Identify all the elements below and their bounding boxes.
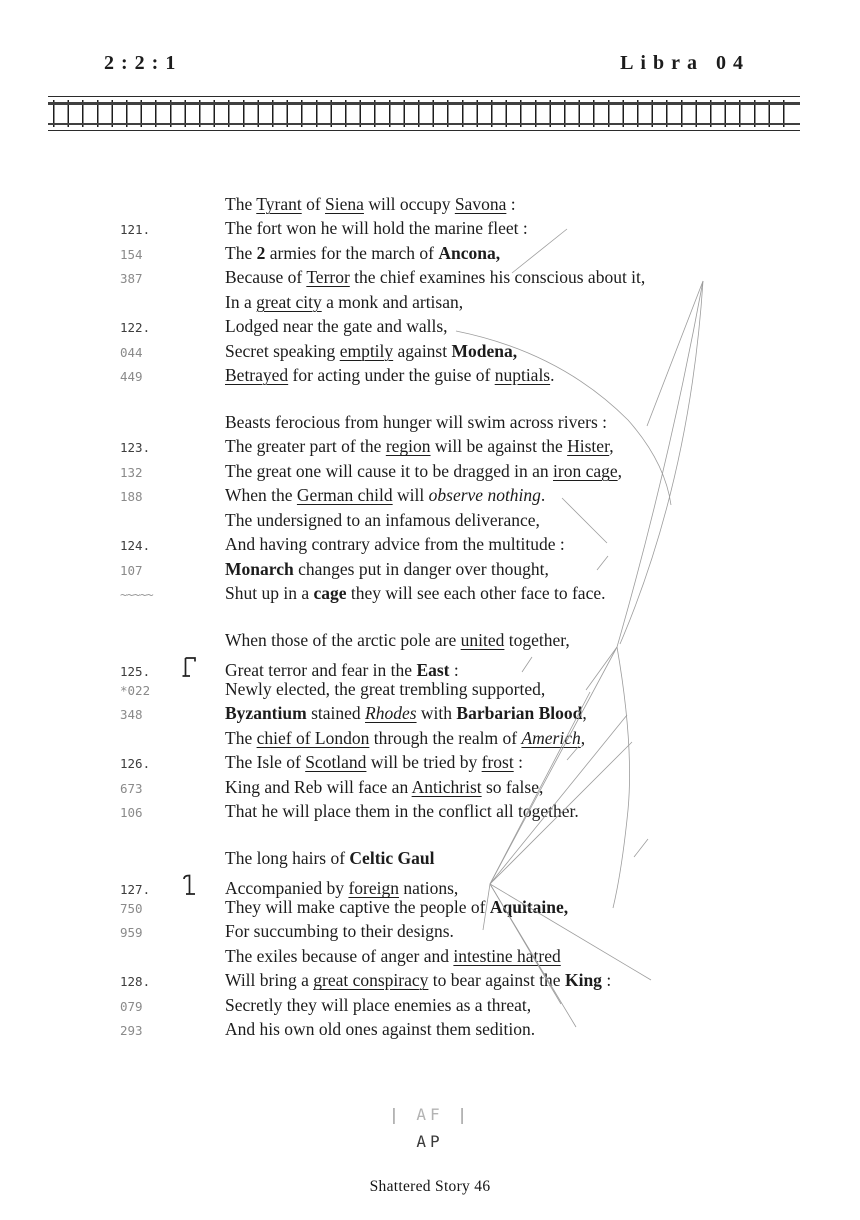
margin-code: 154: [120, 246, 143, 262]
margin-cell: [120, 897, 182, 921]
verse-emphasis: Barbarian Blood: [456, 703, 583, 724]
margin-quatrain-number: 125.: [120, 664, 151, 680]
verse-text: And having contrary advice from the multitude :: [225, 534, 565, 555]
verse-text: stained: [306, 703, 366, 724]
margin-code: 079: [120, 998, 143, 1014]
verse-row: [0, 290, 860, 314]
verse-text: Great terror and fear in the: [225, 660, 417, 681]
verse-text: The fort won he will hold the marine fleet :: [225, 218, 528, 239]
verse-emphasis: frost: [481, 752, 514, 773]
margin-cell: [120, 316, 182, 340]
margin-code: 673: [120, 780, 143, 796]
railroad-rail-top: [48, 102, 800, 105]
verse-row: [0, 799, 860, 823]
verse-row: [0, 216, 860, 240]
quatrain-pair: [0, 410, 860, 606]
verse-text: The: [225, 242, 257, 263]
verse-row: [0, 1017, 860, 1041]
margin-cell: [120, 365, 182, 389]
verse-row: [0, 846, 860, 870]
footer-pipe-right: |: [457, 1105, 471, 1124]
verse-row: [0, 459, 860, 483]
verse-text: Secret speaking: [225, 340, 340, 361]
margin-cell: [120, 243, 182, 267]
verse-row: [0, 775, 860, 799]
verse-emphasis: emptily: [339, 340, 394, 361]
verse-text: Secretly they will place enemies as a threat,: [225, 994, 532, 1015]
margin-cell: [120, 995, 182, 1019]
verse-row: [0, 968, 860, 992]
verse-emphasis: King: [564, 970, 602, 991]
verse-row: [0, 557, 860, 581]
verse-text: The: [225, 727, 257, 748]
verse-emphasis: German child: [296, 485, 393, 506]
verse-emphasis: Modena,: [451, 340, 518, 361]
verse-emphasis: 2: [256, 242, 266, 263]
margin-quatrain-number: 123.: [120, 440, 151, 456]
verse-text: The great one will cause it to be dragged in an: [225, 460, 554, 481]
verse-emphasis: united: [460, 630, 505, 650]
margin-cell: [120, 921, 182, 945]
verse-line: [225, 508, 540, 532]
margin-cell: [120, 801, 182, 825]
verse-text: The: [225, 194, 257, 214]
verse-row: [0, 483, 860, 507]
verse-text: for acting under the guise of: [288, 365, 495, 386]
margin-quatrain-number: 126.: [120, 756, 151, 772]
verse-text: The exiles because of anger and: [225, 945, 454, 966]
footer-ap-label: AP: [416, 1132, 444, 1151]
margin-code: 348: [120, 707, 143, 723]
verse-line: [225, 265, 645, 289]
verse-text: through the realm of: [369, 727, 522, 748]
margin-code: 750: [120, 900, 143, 916]
verse-row: [0, 701, 860, 725]
margin-cell: [120, 341, 182, 365]
verse-text: Lodged near the gate and walls,: [225, 316, 448, 337]
verse-text: :: [601, 970, 612, 991]
verse-text: Because of: [225, 267, 307, 288]
verse-text: In a: [225, 291, 257, 312]
verse-line: [225, 532, 565, 556]
margin-cell: [120, 1019, 182, 1043]
verse-emphasis: region: [385, 436, 431, 457]
quatrain-pair: [0, 846, 860, 1042]
verse-line: [225, 993, 531, 1017]
verse-line: [225, 483, 545, 507]
verse-text: Shut up in a: [225, 583, 314, 604]
verse-line: [225, 944, 561, 968]
verse-text: :: [513, 752, 523, 773]
verse-blocks: [0, 192, 860, 1064]
verse-line: [225, 1017, 535, 1041]
verse-emphasis: iron cage: [553, 460, 618, 481]
margin-code: *022: [120, 682, 151, 698]
verse-emphasis: Celtic Gaul: [349, 848, 435, 868]
verse-row: [0, 652, 860, 681]
margin-code: 106: [120, 805, 143, 821]
margin-code: 293: [120, 1023, 143, 1039]
verse-text: Beasts ferocious from hunger will swim across rivers :: [225, 412, 608, 432]
verse-line: [225, 895, 568, 919]
verse-text: a monk and artisan,: [321, 291, 464, 312]
verse-text: will: [392, 485, 429, 506]
verse-row: [0, 628, 860, 652]
verse-line: [225, 775, 543, 799]
verse-line: [225, 557, 549, 581]
verse-line: [225, 628, 570, 652]
verse-text: nations,: [398, 878, 459, 899]
verse-text: ,: [580, 727, 586, 748]
verse-row: [0, 192, 860, 216]
verse-text: against: [393, 340, 452, 361]
margin-code: 449: [120, 369, 143, 385]
verse-text: armies for the march of: [265, 242, 439, 263]
margin-cell: [120, 267, 182, 291]
margin-code: 188: [120, 489, 143, 505]
verse-row: [0, 919, 860, 943]
verse-row: [0, 726, 860, 750]
margin-quatrain-number: 122.: [120, 320, 151, 336]
verse-emphasis: Monarch: [225, 558, 294, 579]
verse-row: [0, 677, 860, 701]
footer-caption: Shattered Story 46: [369, 1178, 491, 1195]
verse-text: .: [540, 485, 546, 506]
verse-emphasis: observe nothing: [428, 485, 541, 506]
verse-text: together,: [504, 630, 570, 650]
verse-text: ,: [617, 460, 623, 481]
verse-emphasis: Siena: [325, 194, 364, 214]
verse-emphasis: Americh: [521, 727, 581, 748]
verse-emphasis: Savona: [454, 194, 507, 214]
margin-cell: [120, 703, 182, 727]
footer-pipe-left: |: [389, 1105, 403, 1124]
verse-text: so false,: [481, 776, 544, 797]
verse-emphasis: Aquitaine,: [489, 896, 569, 917]
verse-emphasis: Tyrant: [256, 194, 302, 214]
margin-cell: [120, 679, 182, 703]
verse-text: will occupy: [363, 194, 455, 214]
margin-code: 044: [120, 344, 143, 360]
margin-cell: [120, 218, 182, 242]
margin-cell: [120, 559, 182, 583]
verse-text: King and Reb will face an: [225, 776, 412, 797]
verse-text: :: [506, 194, 516, 214]
verse-text: And his own old ones against them sedition.: [225, 1019, 536, 1040]
verse-emphasis: intestine hatred: [453, 945, 561, 966]
railroad-rail-bottom: [48, 123, 800, 126]
verse-text: That he will place them in the conflict all together.: [225, 801, 579, 822]
verse-line: [225, 410, 607, 434]
verse-emphasis: Antichrist: [411, 776, 482, 797]
margin-cell: [120, 970, 182, 994]
quatrain-pair: [0, 192, 860, 388]
verse-text: The Isle of: [225, 752, 306, 773]
verse-line: [225, 968, 611, 992]
verse-line: [225, 241, 500, 265]
header-section-title: Libra 04: [620, 52, 750, 74]
footer-af-line: [0, 1105, 860, 1124]
verse-line: [225, 290, 463, 314]
verse-text: will be against the: [430, 436, 568, 457]
verse-text: :: [449, 660, 459, 681]
verse-line: [225, 799, 579, 823]
verse-row: [0, 870, 860, 899]
verse-text: with: [416, 703, 457, 724]
verse-text: to bear against the: [428, 970, 565, 991]
verse-text: For succumbing to their designs.: [225, 921, 454, 942]
verse-text: Accompanied by: [225, 878, 349, 899]
verse-emphasis: great conspiracy: [313, 970, 429, 991]
page-header: [104, 52, 750, 75]
margin-quatrain-number: 127.: [120, 882, 151, 898]
verse-row: [0, 339, 860, 363]
margin-cell: [120, 752, 182, 776]
margin-code: 107: [120, 562, 143, 578]
verse-text: When those of the arctic pole are: [225, 630, 461, 650]
verse-text: ,: [609, 436, 614, 457]
verse-emphasis: Terror: [306, 267, 350, 288]
verse-line: [225, 434, 614, 458]
verse-emphasis: East: [416, 660, 450, 681]
verse-row: [0, 895, 860, 919]
verse-emphasis: Hister: [567, 436, 610, 457]
verse-row: [0, 265, 860, 289]
verse-line: [225, 314, 448, 338]
verse-emphasis: Betrayed: [225, 365, 289, 386]
margin-squiggle: ~~~~~: [120, 587, 153, 603]
margin-cell: [120, 777, 182, 801]
verse-text: Will bring a: [225, 970, 314, 991]
verse-text: The long hairs of: [225, 848, 350, 868]
verse-text: they will see each other face to face.: [346, 583, 606, 604]
verse-text: .: [550, 365, 555, 386]
verse-line: [225, 919, 454, 943]
quatrain-pair: [0, 628, 860, 824]
verse-row: [0, 434, 860, 458]
verse-line: [225, 339, 517, 363]
verse-row: [0, 532, 860, 556]
verse-row: [0, 363, 860, 387]
railroad-rule: [48, 96, 800, 131]
margin-cell: [120, 461, 182, 485]
verse-emphasis: cage: [313, 583, 347, 604]
header-chapter-ref: 2:2:1: [104, 52, 183, 74]
verse-emphasis: great city: [256, 291, 322, 312]
margin-cell: [120, 436, 182, 460]
verse-line: [225, 701, 587, 725]
verse-text: the chief examines his conscious about it,: [349, 267, 646, 288]
verse-text: will be tried by: [366, 752, 482, 773]
verse-emphasis: Scotland: [305, 752, 367, 773]
verse-row: [0, 750, 860, 774]
margin-code: 387: [120, 271, 143, 287]
margin-cell: [120, 534, 182, 558]
verse-text: When the: [225, 485, 297, 506]
verse-emphasis: foreign: [348, 878, 399, 899]
verse-text: changes put in danger over thought,: [293, 558, 549, 579]
verse-row: [0, 241, 860, 265]
verse-emphasis: chief of London: [256, 727, 370, 748]
verse-line: [225, 363, 555, 387]
verse-emphasis: Rhodes: [365, 703, 417, 724]
verse-row: [0, 581, 860, 605]
verse-row: [0, 410, 860, 434]
gamma-margin-symbol-icon: [182, 652, 225, 684]
hook-margin-symbol-icon: [182, 870, 225, 902]
verse-line: [225, 750, 523, 774]
verse-row: [0, 993, 860, 1017]
margin-quatrain-number: 121.: [120, 222, 151, 238]
verse-row: [0, 508, 860, 532]
verse-text: of: [301, 194, 326, 214]
verse-text: Newly elected, the great trembling supported,: [225, 678, 546, 699]
verse-line: [225, 581, 606, 605]
margin-cell: [120, 583, 182, 607]
margin-code: 959: [120, 925, 143, 941]
verse-text: The undersigned to an infamous deliverance,: [225, 509, 540, 530]
verse-text: The greater part of the: [225, 436, 386, 457]
margin-code: 132: [120, 464, 143, 480]
margin-quatrain-number: 124.: [120, 538, 151, 554]
footer-af-label: AF: [416, 1105, 444, 1124]
verse-line: [225, 677, 545, 701]
margin-quatrain-number: 128.: [120, 974, 151, 990]
verse-emphasis: nuptials: [494, 365, 551, 386]
verse-text: They will make captive the people of: [225, 896, 490, 917]
verse-line: [225, 192, 516, 216]
verse-row: [0, 314, 860, 338]
verse-row: [0, 944, 860, 968]
verse-line: [225, 846, 434, 870]
verse-line: [225, 459, 622, 483]
verse-text: ,: [582, 703, 587, 724]
verse-line: [225, 216, 528, 240]
verse-emphasis: Ancona,: [438, 242, 501, 263]
verse-line: [225, 726, 585, 750]
margin-cell: [120, 485, 182, 509]
verse-emphasis: Byzantium: [225, 703, 307, 724]
